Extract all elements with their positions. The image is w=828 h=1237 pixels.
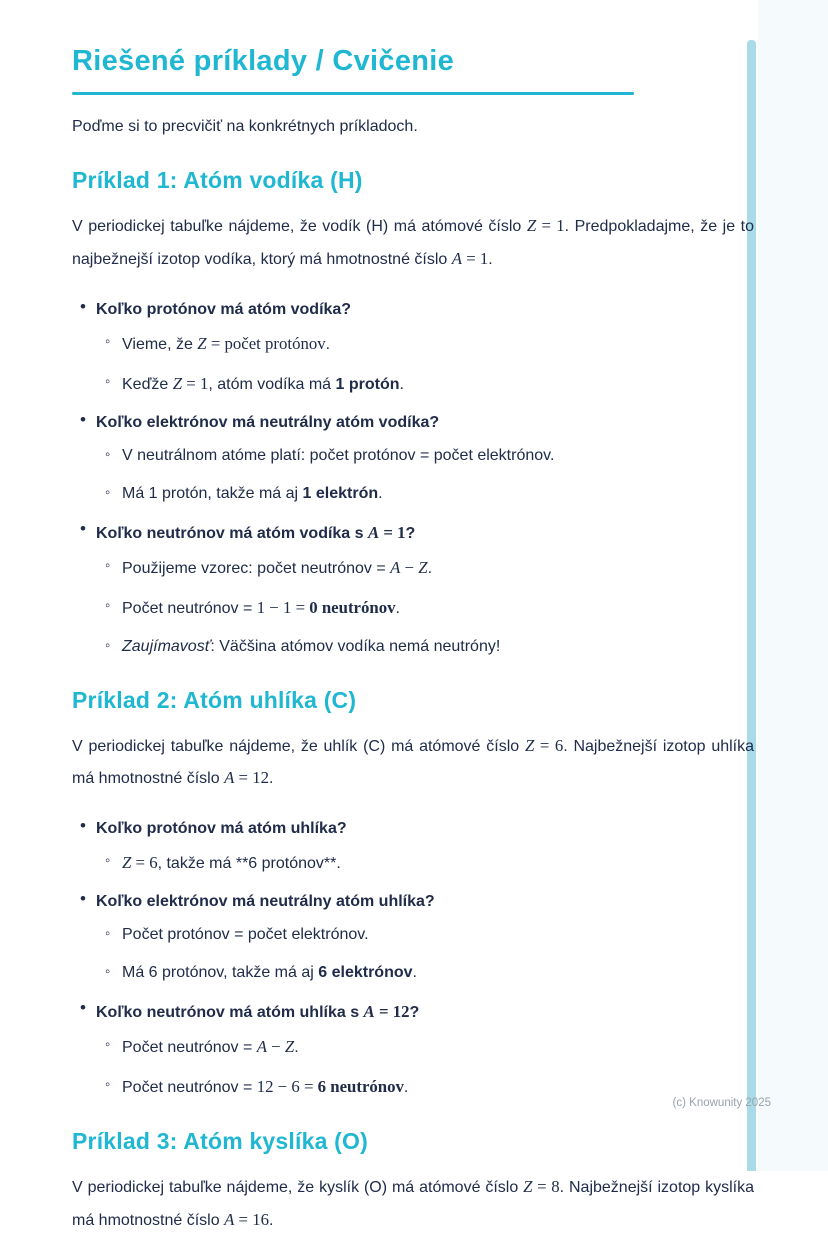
text-run: . bbox=[268, 770, 274, 788]
bold-run: 1 protón bbox=[335, 375, 400, 393]
math-run: = 12 bbox=[234, 768, 269, 788]
question-title bbox=[96, 298, 754, 322]
text-run: Má 6 protónov, takže má aj bbox=[122, 964, 319, 982]
page-right-margin bbox=[758, 0, 828, 1171]
example-1-paragraph bbox=[72, 210, 754, 276]
example-2-heading: Príklad 2: Atóm uhlíka (C) bbox=[72, 686, 357, 713]
math-var: A bbox=[224, 1209, 235, 1229]
text-run: V periodickej tabuľke nájdeme, že kyslík (O) má atómové číslo bbox=[72, 1179, 524, 1197]
text-run: . bbox=[378, 484, 383, 502]
text-run: . bbox=[268, 1211, 274, 1229]
bold-run: 6 elektrónov bbox=[318, 964, 413, 982]
math-run: = 12 bbox=[374, 1002, 410, 1022]
answer-item bbox=[122, 555, 754, 581]
math-run: = 1 bbox=[182, 373, 209, 393]
math-run: = 1 bbox=[462, 249, 489, 269]
answer-item bbox=[122, 331, 754, 357]
math-run: = počet protónov bbox=[206, 333, 326, 353]
text-run: V neutrálnom atóme platí: počet protónov = počet elektrónov. bbox=[122, 446, 555, 464]
answer-item bbox=[122, 923, 754, 947]
answer-list bbox=[96, 331, 754, 397]
question-title bbox=[96, 817, 754, 841]
math-run: = 6 bbox=[131, 853, 158, 873]
text-run: . bbox=[294, 1039, 299, 1057]
math-run: = 6 bbox=[534, 735, 564, 755]
intro-paragraph: Poďme si to precvičiť na konkrétnych príkladoch. bbox=[72, 117, 418, 135]
math-var: Z bbox=[122, 853, 132, 873]
text-run: . bbox=[488, 251, 493, 269]
answer-item bbox=[122, 1074, 754, 1100]
text-run: Vieme, že bbox=[122, 335, 198, 353]
math-var: Z bbox=[526, 216, 537, 236]
text-run: Použijeme vzorec: počet neutrónov = bbox=[122, 559, 391, 577]
math-var: Z bbox=[197, 333, 207, 353]
text-run: . bbox=[412, 964, 417, 982]
text-run: Koľko neutrónov má atóm vodíka s bbox=[96, 524, 368, 542]
text-run: Koľko protónov má atóm uhlíka? bbox=[96, 820, 347, 838]
question-item bbox=[96, 817, 754, 876]
text-run: . bbox=[403, 1079, 409, 1097]
text-run: Koľko protónov má atóm vodíka? bbox=[96, 300, 352, 318]
bold-math-run: 6 neutrónov bbox=[317, 1077, 404, 1097]
text-run: Počet neutrónov = bbox=[122, 599, 257, 617]
answer-item bbox=[122, 850, 754, 876]
document-content bbox=[72, 44, 754, 1237]
text-run: . Najbežnejší izotop uhlíka má hmotnostné číslo bbox=[72, 737, 755, 788]
text-run: : Väčšina atómov vodíka nemá neutróny! bbox=[210, 637, 501, 655]
question-item bbox=[96, 298, 754, 397]
question-title bbox=[96, 520, 754, 546]
question-item bbox=[96, 411, 754, 506]
math-run: = 1 bbox=[536, 216, 565, 236]
text-run: . bbox=[325, 335, 331, 353]
math-var: A bbox=[390, 557, 401, 577]
example-1-heading: Príklad 1: Atóm vodíka (H) bbox=[72, 167, 363, 194]
math-var: A bbox=[363, 1002, 375, 1022]
answer-list bbox=[96, 923, 754, 985]
question-title bbox=[96, 999, 754, 1025]
text-run: Keďže bbox=[122, 375, 173, 393]
answer-item bbox=[122, 595, 754, 621]
math-run: = 1 bbox=[379, 522, 406, 542]
question-title bbox=[96, 411, 754, 435]
math-var: Z bbox=[523, 1177, 533, 1197]
math-run: = 8 bbox=[532, 1177, 560, 1197]
footer-credit: (c) Knowunity 2025 bbox=[672, 1097, 771, 1109]
answer-item bbox=[122, 371, 754, 397]
answer-list bbox=[96, 1034, 754, 1100]
text-run: . Predpokladajme, že je to najbežnejší izotop vodíka, ktorý má hmotnostné číslo bbox=[72, 218, 755, 269]
math-run: − bbox=[400, 557, 419, 577]
italic-run: Zaujímavosť bbox=[122, 637, 211, 655]
question-item bbox=[96, 999, 754, 1100]
example-1-question-list bbox=[72, 298, 754, 659]
text-run: . bbox=[427, 559, 433, 577]
math-run: 12 − 6 = bbox=[256, 1077, 318, 1097]
math-run: − bbox=[267, 1037, 285, 1057]
math-run: 1 − 1 = bbox=[256, 597, 310, 617]
text-run: Má 1 protón, takže má aj bbox=[122, 484, 303, 502]
question-item bbox=[96, 520, 754, 659]
answer-item bbox=[122, 482, 754, 506]
text-run: Počet neutrónov = bbox=[122, 1039, 257, 1057]
math-var: Z bbox=[172, 373, 183, 393]
text-run: . Najbežnejší izotop kyslíka má hmotnostné číslo bbox=[72, 1179, 754, 1229]
text-run: ? bbox=[409, 1004, 420, 1022]
text-run: V periodickej tabuľke nájdeme, že uhlík (C) má atómové číslo bbox=[72, 737, 525, 755]
math-var: A bbox=[368, 522, 380, 542]
text-run: . bbox=[395, 599, 400, 617]
text-run: ? bbox=[405, 524, 416, 542]
math-var: Z bbox=[284, 1037, 295, 1057]
example-3-heading: Príklad 3: Atóm kyslíka (O) bbox=[72, 1128, 368, 1155]
answer-item bbox=[122, 635, 754, 659]
answer-list bbox=[96, 850, 754, 876]
text-run: Počet neutrónov = bbox=[122, 1079, 257, 1097]
answer-item bbox=[122, 444, 754, 468]
question-item bbox=[96, 890, 754, 985]
text-run: , atóm vodíka má bbox=[208, 375, 336, 393]
text-run: Koľko elektrónov má neutrálny atóm uhlíka? bbox=[96, 893, 435, 911]
question-title bbox=[96, 890, 754, 914]
math-run: = 16 bbox=[234, 1209, 269, 1229]
text-run: Koľko neutrónov má atóm uhlíka s bbox=[96, 1004, 364, 1022]
answer-list bbox=[96, 555, 754, 659]
answer-list bbox=[96, 444, 754, 506]
math-var: A bbox=[224, 768, 235, 788]
math-var: A bbox=[451, 249, 463, 269]
example-3-paragraph bbox=[72, 1171, 754, 1237]
text-run: , takže má **6 protónov**. bbox=[157, 855, 341, 873]
answer-item bbox=[122, 1034, 754, 1060]
example-2-question-list bbox=[72, 817, 754, 1100]
page-title: Riešené príklady / Cvičenie bbox=[72, 45, 455, 77]
title-underline bbox=[72, 92, 634, 95]
bold-math-run: 0 neutrónov bbox=[309, 597, 396, 617]
math-var: Z bbox=[524, 735, 535, 755]
math-var: A bbox=[256, 1037, 268, 1057]
text-run: V periodickej tabuľke nájdeme, že vodík (H) má atómové číslo bbox=[72, 218, 527, 236]
answer-item bbox=[122, 961, 754, 985]
example-2-paragraph bbox=[72, 730, 754, 796]
text-run: . bbox=[399, 375, 404, 393]
text-run: Počet protónov = počet elektrónov. bbox=[122, 926, 369, 944]
text-run: Koľko elektrónov má neutrálny atóm vodíka? bbox=[96, 413, 440, 431]
bold-run: 1 elektrón bbox=[302, 484, 379, 502]
math-var: Z bbox=[418, 557, 428, 577]
